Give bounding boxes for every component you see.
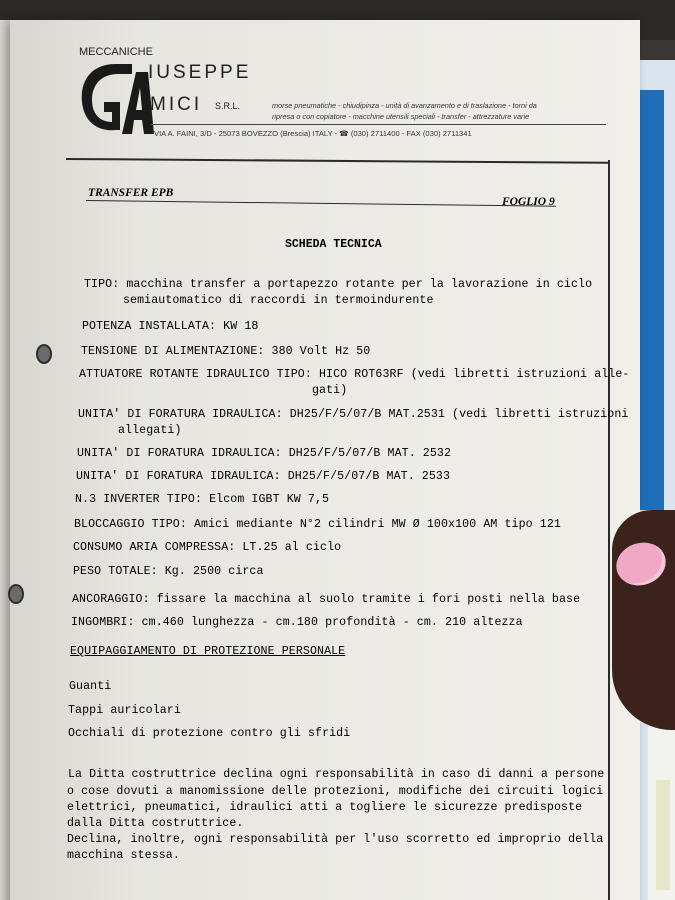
company-prefix: MECCANICHE <box>79 46 153 58</box>
spec-line: BLOCCAGGIO TIPO: Amici mediante N°2 cilindri MW Ø 100x100 AM tipo 121 <box>74 518 561 531</box>
ppe-item: Occhiali di protezione contro gli sfridi <box>68 727 351 740</box>
binder-spine-label <box>656 780 670 890</box>
spec-line: semiautomatico di raccordi in termoindurente <box>123 294 434 307</box>
spec-line: ATTUATORE ROTANTE IDRAULICO TIPO: HICO ROT63RF (vedi libretti istruzioni alle- <box>79 368 630 381</box>
spec-line: PESO TOTALE: Kg. 2500 circa <box>73 565 264 578</box>
spec-line: POTENZA INSTALLATA: KW 18 <box>82 320 259 333</box>
activities-line: ripresa o con copiatore - macchine utensili speciali - transfer - attrezzature varie <box>272 112 530 121</box>
company-logo <box>76 58 156 140</box>
spec-line: N.3 INVERTER TIPO: Elcom IGBT KW 7,5 <box>75 493 330 506</box>
spec-line: ANCORAGGIO: fissare la macchina al suolo tramite i fori posti nella base <box>72 593 581 606</box>
binder-ring-hole <box>8 584 24 604</box>
form-frame-right <box>608 160 610 900</box>
company-name-line1: IUSEPPE <box>148 62 252 83</box>
disclaimer-line: elettrici, pneumatici, idraulici atti a togliere le sicurezze predisposte <box>67 801 583 814</box>
page-title: SCHEDA TECNICA <box>285 238 382 251</box>
company-name-line2: MICI <box>150 94 203 115</box>
disclaimer-line: o cose dovuti a manomissione delle protezioni, modifiche dei circuiti logici <box>67 785 604 798</box>
spec-line: TIPO: macchina transfer a portapezzo rotante per la lavorazione in ciclo <box>84 278 593 291</box>
company-address: VIA A. FAINI, 3/D - 25073 BOVEZZO (Brescia) ITALY - ☎ (030) 2711400 - FAX (030) 2711341 <box>154 129 472 138</box>
spec-line: UNITA' DI FORATURA IDRAULICA: DH25/F/5/07/B MAT. 2532 <box>77 447 452 460</box>
spec-line: INGOMBRI: cm.460 lunghezza - cm.180 profondità - cm. 210 altezza <box>71 616 523 629</box>
disclaimer-line: dalla Ditta costruttrice. <box>67 817 244 830</box>
disclaimer-line: macchina stessa. <box>67 849 180 862</box>
ppe-item: Tappi auricolari <box>68 704 181 717</box>
company-suffix: S.R.L. <box>215 101 241 111</box>
machine-name: TRANSFER EPB <box>88 187 174 199</box>
spec-line: gati) <box>312 384 348 397</box>
activities-line: morse pneumatiche - chiudipinza - unità di avanzamento e di traslazione - torni da <box>272 101 537 110</box>
binder-ring-hole <box>36 344 52 364</box>
spec-line: UNITA' DI FORATURA IDRAULICA: DH25/F/5/07/B MAT. 2533 <box>76 470 451 483</box>
spec-line: TENSIONE DI ALIMENTAZIONE: 380 Volt Hz 50 <box>81 345 371 358</box>
spec-line: allegati) <box>118 424 182 437</box>
company-activities <box>272 100 610 122</box>
spec-line: UNITA' DI FORATURA IDRAULICA: DH25/F/5/07/B MAT.2531 (vedi libretti istruzioni <box>78 408 629 421</box>
ppe-heading: EQUIPAGGIAMENTO DI PROTEZIONE PERSONALE <box>70 645 346 658</box>
disclaimer-line: La Ditta costruttrice declina ogni responsabilità in caso di danni a persone <box>68 768 605 781</box>
blue-folder-tab <box>640 90 664 510</box>
spec-line: CONSUMO ARIA COMPRESSA: LT.25 al ciclo <box>73 541 342 554</box>
letterhead-divider <box>150 124 606 125</box>
sheet-number: FOGLIO 9 <box>502 196 555 208</box>
ppe-item: Guanti <box>69 680 112 693</box>
disclaimer-line: Declina, inoltre, ogni responsabilità per l'uso scorretto ed improprio della <box>67 833 604 846</box>
